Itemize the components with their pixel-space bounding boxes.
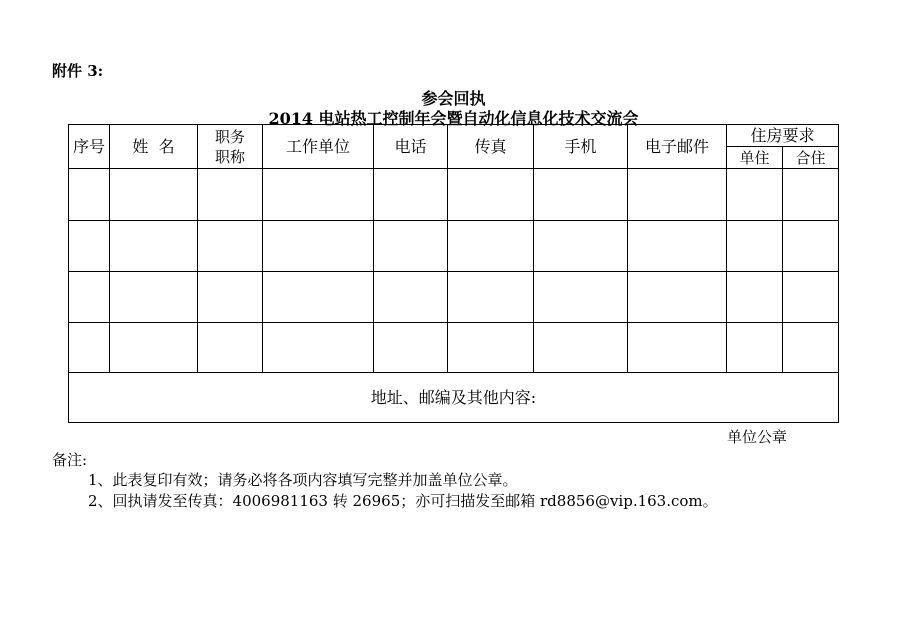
table-cell[interactable] bbox=[110, 272, 198, 323]
table-cell[interactable] bbox=[69, 221, 110, 272]
table-row bbox=[69, 169, 839, 221]
table-cell[interactable] bbox=[628, 272, 727, 323]
table-cell[interactable] bbox=[534, 272, 628, 323]
table-cell[interactable] bbox=[198, 221, 263, 272]
col-header-email: 电子邮件 bbox=[628, 125, 727, 169]
company-seal-label: 单位公章 bbox=[727, 428, 788, 446]
col-header-mobile: 手机 bbox=[534, 125, 628, 169]
table-cell[interactable] bbox=[263, 272, 374, 323]
table-row bbox=[69, 272, 839, 323]
table-cell[interactable] bbox=[783, 221, 839, 272]
col-header-housing: 住房要求 bbox=[727, 125, 839, 147]
table-cell[interactable] bbox=[727, 169, 783, 221]
col-header-seq: 序号 bbox=[69, 125, 110, 169]
table-cell[interactable] bbox=[263, 323, 374, 373]
address-cell[interactable] bbox=[69, 373, 839, 423]
table-cell[interactable] bbox=[110, 323, 198, 373]
table-cell[interactable] bbox=[448, 221, 534, 272]
note-item: 1、此表复印有效；请务必将各项内容填写完整并加盖单位公章。 bbox=[88, 471, 518, 489]
col-header-fax: 传真 bbox=[448, 125, 534, 169]
conference-title: 2014 电站热工控制年会暨自动化信息化技术交流会 bbox=[268, 109, 639, 128]
table-cell[interactable] bbox=[534, 169, 628, 221]
table-cell[interactable] bbox=[198, 272, 263, 323]
col-header-position bbox=[198, 125, 263, 169]
table-cell[interactable] bbox=[374, 221, 448, 272]
note-item: 2、回执请发至传真：4006981163 转 26965；亦可扫描发至邮箱 rd8856@vip.163.com。 bbox=[88, 492, 718, 510]
col-header-name: 姓 名 bbox=[110, 125, 198, 169]
table-cell[interactable] bbox=[69, 323, 110, 373]
col-header-housing-single: 单住 bbox=[727, 147, 783, 169]
col-header-employer: 工作单位 bbox=[263, 125, 374, 169]
table-cell[interactable] bbox=[110, 169, 198, 221]
table-cell[interactable] bbox=[110, 221, 198, 272]
notes-label: 备注: bbox=[52, 451, 88, 469]
table-cell[interactable] bbox=[783, 272, 839, 323]
table-cell[interactable] bbox=[263, 169, 374, 221]
table-cell[interactable] bbox=[69, 272, 110, 323]
table-cell[interactable] bbox=[783, 169, 839, 221]
col-header-housing-shared: 合住 bbox=[783, 147, 839, 169]
table-cell[interactable] bbox=[374, 169, 448, 221]
registration-table bbox=[68, 124, 839, 423]
table-cell[interactable] bbox=[534, 221, 628, 272]
table-cell[interactable] bbox=[448, 272, 534, 323]
address-row bbox=[69, 373, 839, 423]
table-cell[interactable] bbox=[448, 323, 534, 373]
col-header-position-line2: 职称 bbox=[214, 147, 245, 166]
col-header-phone: 电话 bbox=[374, 125, 448, 169]
form-title: 参会回执 bbox=[421, 89, 486, 108]
table-cell[interactable] bbox=[628, 323, 727, 373]
table-cell[interactable] bbox=[69, 169, 110, 221]
table-cell[interactable] bbox=[374, 323, 448, 373]
table-row bbox=[69, 323, 839, 373]
table-cell[interactable] bbox=[534, 323, 628, 373]
address-label: 地址、邮编及其他内容: bbox=[370, 387, 537, 407]
col-header-position-line1: 职务 bbox=[214, 127, 245, 146]
table-cell[interactable] bbox=[727, 272, 783, 323]
table-row bbox=[69, 221, 839, 272]
table-cell[interactable] bbox=[783, 323, 839, 373]
table-cell[interactable] bbox=[727, 221, 783, 272]
table-cell[interactable] bbox=[628, 221, 727, 272]
table-cell[interactable] bbox=[628, 169, 727, 221]
table-cell[interactable] bbox=[448, 169, 534, 221]
table-cell[interactable] bbox=[198, 323, 263, 373]
table-cell[interactable] bbox=[263, 221, 374, 272]
table-cell[interactable] bbox=[374, 272, 448, 323]
attachment-label: 附件 3: bbox=[52, 62, 104, 80]
table-cell[interactable] bbox=[198, 169, 263, 221]
table-cell[interactable] bbox=[727, 323, 783, 373]
